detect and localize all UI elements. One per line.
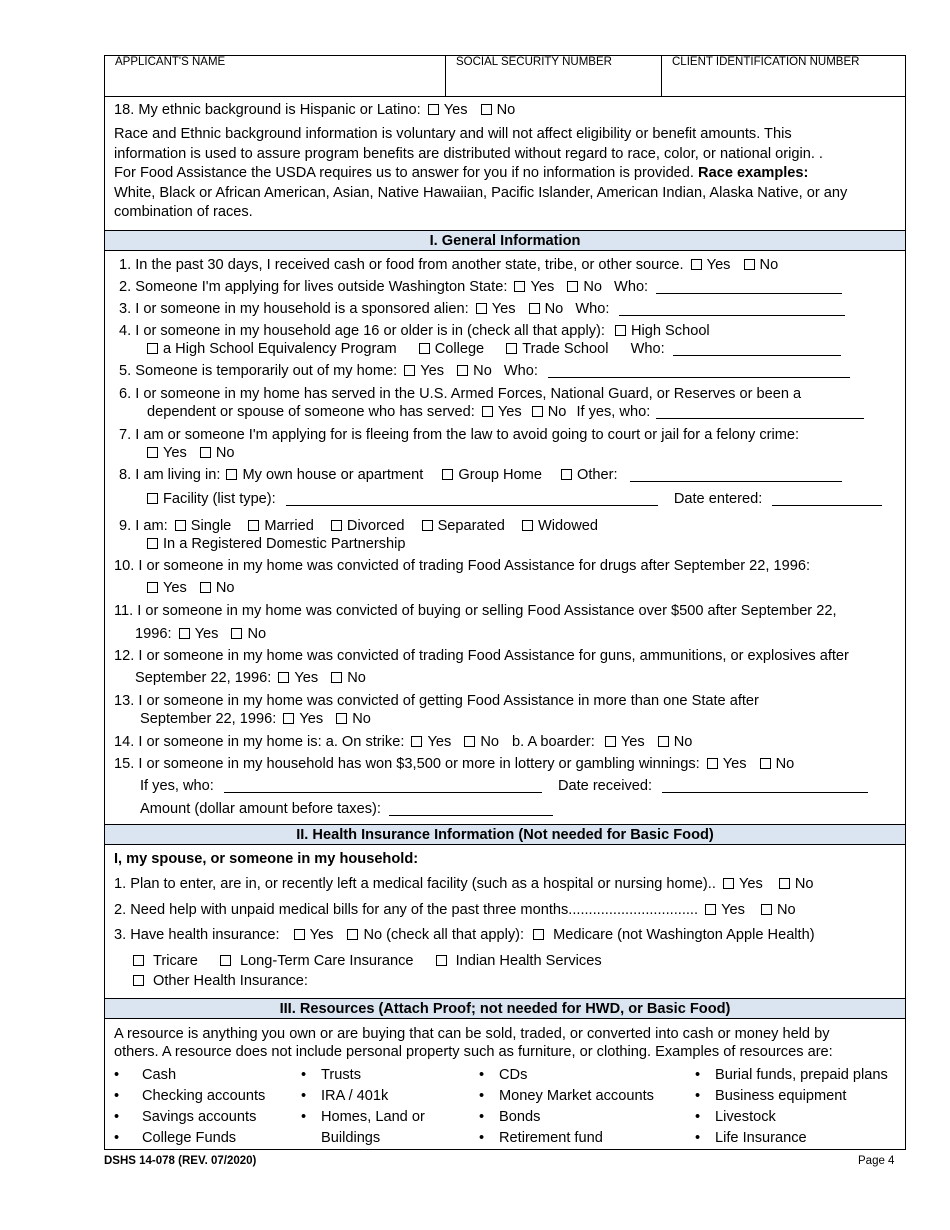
s1-q4-label: 4. I or someone in my household age 16 or older is in (check all that apply): xyxy=(119,323,605,339)
resource-item: Money Market accounts xyxy=(499,1088,654,1104)
section-1-title: I. General Information xyxy=(429,233,581,249)
s1-q14-boarder-no-checkbox[interactable] xyxy=(658,736,669,747)
s1-q6-yes-checkbox[interactable] xyxy=(482,406,493,417)
bullet-icon: • xyxy=(695,1088,701,1104)
s2-q3 xyxy=(114,926,815,944)
s2-q3-row2 xyxy=(133,952,602,970)
bullet-icon: • xyxy=(301,1088,307,1104)
s1-q8-other-checkbox[interactable] xyxy=(561,469,572,480)
s1-q12-no-checkbox[interactable] xyxy=(331,672,342,683)
s2-q3-ltc-checkbox[interactable] xyxy=(220,955,231,966)
tricare-label: Tricare xyxy=(153,953,198,969)
s1-q9-married-checkbox[interactable] xyxy=(248,520,259,531)
s1-q7-label: 7. I am or someone I'm applying for is fleeing from the law to avoid going to court or jail for a felony crime: xyxy=(119,427,800,443)
no-check-all-label: No (check all that apply): xyxy=(363,927,525,943)
yes-label: Yes xyxy=(491,301,516,317)
s1-q10 xyxy=(114,557,810,575)
section-3-header xyxy=(105,998,905,1019)
s1-q6-who-field[interactable] xyxy=(656,404,864,419)
race-info-paragraph xyxy=(114,125,899,223)
client-id-field[interactable] xyxy=(662,56,905,96)
list-item xyxy=(114,1065,265,1086)
s1-q8-label: 8. I am living in: xyxy=(119,467,221,483)
list-item xyxy=(114,1128,265,1149)
list-item xyxy=(301,1086,425,1107)
yes-label: Yes xyxy=(420,363,445,379)
bullet-icon: • xyxy=(695,1067,701,1083)
resources-line-2: others. A resource does not include personal property such as furniture, or clothing. Examples of resources are: xyxy=(114,1044,833,1060)
s1-q6-row2 xyxy=(147,403,864,421)
who-label: Who: xyxy=(503,363,538,379)
s1-q3-who-field[interactable] xyxy=(619,301,845,316)
s2-q3-medicare-checkbox[interactable] xyxy=(533,929,544,940)
s1-q7 xyxy=(119,426,799,444)
s2-q1-yes-checkbox[interactable] xyxy=(723,878,734,889)
ssn-label: SOCIAL SECURITY NUMBER xyxy=(456,56,612,68)
s1-q15-no-checkbox[interactable] xyxy=(760,758,771,769)
s1-q4-hse-checkbox[interactable] xyxy=(147,343,158,354)
applicant-name-field[interactable] xyxy=(105,56,446,96)
race-line-4: White, Black or African American, Asian, Native Hawaiian, Pacific Islander, American Indian, Alaska Native, or any xyxy=(114,184,848,201)
list-item xyxy=(114,1086,265,1107)
college-label: College xyxy=(434,341,485,357)
s1-q13-label-2: September 22, 1996: xyxy=(140,711,277,727)
yes-label: Yes xyxy=(722,756,747,772)
s2-q2-label: 2. Need help with unpaid medical bills for any of the past three months................................ xyxy=(114,902,699,918)
s1-q12-yes-checkbox[interactable] xyxy=(278,672,289,683)
s1-q15-yes-checkbox[interactable] xyxy=(707,758,718,769)
resource-item: Livestock xyxy=(715,1109,776,1125)
s1-q5-yes-checkbox[interactable] xyxy=(404,365,415,376)
s1-q11-row2 xyxy=(135,625,266,643)
list-item xyxy=(479,1065,654,1086)
s1-q10-row2 xyxy=(147,579,235,597)
resource-item: Bonds xyxy=(499,1109,541,1125)
q18-yes-checkbox[interactable] xyxy=(428,104,439,115)
s2-q1-no-checkbox[interactable] xyxy=(779,878,790,889)
no-label: No xyxy=(583,279,602,295)
list-item xyxy=(695,1128,888,1149)
s1-q11-label: 11. I or someone in my home was convicted of buying or selling Food Assistance over $500 after September 22, xyxy=(114,603,837,619)
s1-q8-row2 xyxy=(147,490,882,508)
s1-q6 xyxy=(119,385,801,403)
list-item xyxy=(479,1107,654,1128)
yes-label: Yes xyxy=(299,711,324,727)
other-health-label: Other Health Insurance: xyxy=(153,973,308,989)
s1-q8-own-checkbox[interactable] xyxy=(226,469,237,480)
resource-item: Buildings xyxy=(321,1130,381,1146)
amount-label: Amount (dollar amount before taxes): xyxy=(140,801,381,817)
s1-q3-label: 3. I or someone in my household is a sponsored alien: xyxy=(119,301,469,317)
s1-q6-no-checkbox[interactable] xyxy=(532,406,543,417)
rdp-label: In a Registered Domestic Partnership xyxy=(163,536,406,552)
no-label: No xyxy=(215,445,235,461)
yes-label: Yes xyxy=(620,734,645,750)
facility-label: Facility (list type): xyxy=(163,491,276,507)
s1-q2 xyxy=(119,278,842,296)
s1-q4-college-checkbox[interactable] xyxy=(419,343,430,354)
form-id: DSHS 14-078 (REV. 07/2020) xyxy=(104,1155,257,1167)
bullet-icon: • xyxy=(479,1088,485,1104)
section-3-title: III. Resources (Attach Proof; not needed for HWD, or Basic Food) xyxy=(279,1001,731,1017)
resource-item: College Funds xyxy=(142,1130,237,1146)
separated-label: Separated xyxy=(437,518,505,534)
no-label: No xyxy=(547,404,567,420)
s1-q15 xyxy=(114,755,794,773)
no-label: No xyxy=(759,257,779,273)
list-item xyxy=(479,1086,654,1107)
list-item xyxy=(301,1107,425,1128)
s1-q9-rdp-checkbox[interactable] xyxy=(147,538,158,549)
resource-item: Homes, Land or xyxy=(321,1109,425,1125)
s1-q9-row2 xyxy=(147,535,406,553)
group-home-label: Group Home xyxy=(458,467,542,483)
s1-q12 xyxy=(114,647,849,665)
s1-q15-date-field[interactable] xyxy=(662,778,868,793)
s1-q14-strike-no-checkbox[interactable] xyxy=(464,736,475,747)
s1-q9-divorced-checkbox[interactable] xyxy=(331,520,342,531)
q18-no-checkbox[interactable] xyxy=(481,104,492,115)
bullet-icon: • xyxy=(695,1109,701,1125)
s1-q8-group-checkbox[interactable] xyxy=(442,469,453,480)
resource-item: Burial funds, prepaid plans xyxy=(715,1067,888,1083)
s1-q13-yes-checkbox[interactable] xyxy=(283,713,294,724)
q18-no-label: No xyxy=(496,102,516,118)
page-number: Page 4 xyxy=(858,1155,895,1167)
boarder-label: b. A boarder: xyxy=(512,734,595,750)
resource-column-2 xyxy=(301,1065,425,1149)
yes-label: Yes xyxy=(163,445,187,461)
s1-q1-yes-checkbox[interactable] xyxy=(691,259,702,270)
ssn-field[interactable] xyxy=(446,56,662,96)
resources-line-1: A resource is anything you own or are buying that can be sold, traded, or converted into cash or money held by xyxy=(114,1026,830,1042)
list-item xyxy=(695,1065,888,1086)
s1-q5-label: 5. Someone is temporarily out of my home: xyxy=(119,363,398,379)
s1-q3-no-checkbox[interactable] xyxy=(529,303,540,314)
yes-label: Yes xyxy=(294,670,319,686)
no-label: No xyxy=(544,301,564,317)
bullet-icon: • xyxy=(114,1067,120,1083)
form-page xyxy=(104,55,906,1150)
married-label: Married xyxy=(264,518,314,534)
s1-q7-yes-checkbox[interactable] xyxy=(147,447,158,458)
yes-label: Yes xyxy=(497,404,522,420)
s2-q2-no-checkbox[interactable] xyxy=(761,904,772,915)
s2-q1-label: 1. Plan to enter, are in, or recently left a medical facility (such as a hospital or nursing home).. xyxy=(114,876,716,892)
s1-q10-yes-checkbox[interactable] xyxy=(147,582,158,593)
s1-q13-no-checkbox[interactable] xyxy=(336,713,347,724)
high-school-label: High School xyxy=(630,323,710,339)
ltc-label: Long-Term Care Insurance xyxy=(239,953,414,969)
header-row xyxy=(105,56,905,97)
no-label: No xyxy=(352,711,371,727)
s1-q11-yes-checkbox[interactable] xyxy=(179,628,190,639)
q18-label: 18. My ethnic background is Hispanic or Latino: xyxy=(114,102,421,118)
s2-q2-yes-checkbox[interactable] xyxy=(705,904,716,915)
s1-q4-row2 xyxy=(147,340,841,358)
s1-q8-date-field[interactable] xyxy=(772,491,882,506)
s1-q15-label: 15. I or someone in my household has won $3,500 or more in lottery or gambling winnings: xyxy=(114,756,700,772)
date-received-label: Date received: xyxy=(557,778,653,794)
no-label: No xyxy=(480,734,499,750)
s1-q12-row2 xyxy=(135,669,366,687)
s2-q1 xyxy=(114,875,813,893)
s1-q5-no-checkbox[interactable] xyxy=(457,365,468,376)
s1-q2-no-checkbox[interactable] xyxy=(567,281,578,292)
date-entered-label: Date entered: xyxy=(673,491,763,507)
s1-q3 xyxy=(119,300,845,318)
single-label: Single xyxy=(190,518,232,534)
s1-q4-trade-checkbox[interactable] xyxy=(506,343,517,354)
trade-school-label: Trade School xyxy=(522,341,609,357)
s2-q3-tricare-checkbox[interactable] xyxy=(133,955,144,966)
yes-label: Yes xyxy=(163,580,187,596)
s1-q12-label-2: September 22, 1996: xyxy=(135,670,272,686)
s1-q12-label: 12. I or someone in my home was convicted of trading Food Assistance for guns, ammunitions, or explosives after xyxy=(114,648,849,664)
resource-item: Trusts xyxy=(321,1067,361,1083)
resource-item: Cash xyxy=(142,1067,177,1083)
bullet-icon: • xyxy=(301,1109,307,1125)
other-label: Other: xyxy=(577,467,618,483)
race-line-5: combination of races. xyxy=(114,204,253,220)
applicant-name-label: APPLICANT'S NAME xyxy=(115,56,226,68)
no-label: No xyxy=(775,756,795,772)
s1-q8-facility-checkbox[interactable] xyxy=(147,493,158,504)
q18-yes-label: Yes xyxy=(443,102,468,118)
s1-q1-no-checkbox[interactable] xyxy=(744,259,755,270)
no-label: No xyxy=(794,876,814,892)
s1-q7-no-checkbox[interactable] xyxy=(200,447,211,458)
s1-q11 xyxy=(114,602,837,620)
bullet-icon: • xyxy=(479,1109,485,1125)
resource-item: Savings accounts xyxy=(142,1109,257,1125)
list-item xyxy=(301,1065,425,1086)
medicare-label: Medicare (not Washington Apple Health) xyxy=(553,927,815,943)
resource-item: Business equipment xyxy=(715,1088,847,1104)
list-item xyxy=(695,1107,888,1128)
s1-q9-separated-checkbox[interactable] xyxy=(422,520,433,531)
s1-q6-label-2: dependent or spouse of someone who has served: xyxy=(147,404,475,420)
bullet-icon: • xyxy=(114,1130,120,1146)
bullet-icon: • xyxy=(695,1130,701,1146)
s1-q13 xyxy=(114,692,759,710)
s1-q3-yes-checkbox[interactable] xyxy=(476,303,487,314)
s1-q7-row2 xyxy=(147,444,235,462)
s1-q1-label: 1. In the past 30 days, I received cash or food from another state, tribe, or other source. xyxy=(119,257,684,273)
s1-q4-who-field[interactable] xyxy=(673,341,841,356)
who-label: Who: xyxy=(614,279,649,295)
race-line-2: information is used to assure program benefits are distributed without regard to race, color, or national origin. . xyxy=(114,145,823,162)
race-line-1: Race and Ethnic background information is voluntary and will not affect eligibility or benefit amounts. This xyxy=(114,126,792,142)
resource-column-4 xyxy=(695,1065,888,1149)
resource-item: CDs xyxy=(499,1067,528,1083)
no-label: No xyxy=(215,580,235,596)
s1-q15-row3 xyxy=(140,800,553,818)
s1-q14 xyxy=(114,733,692,751)
s1-q15-row2 xyxy=(140,777,868,795)
s1-q9-label: 9. I am: xyxy=(119,518,168,534)
resource-item: Checking accounts xyxy=(142,1088,266,1104)
yes-label: Yes xyxy=(738,876,763,892)
resource-item: IRA / 401k xyxy=(321,1088,389,1104)
if-yes-who-label: If yes, who: xyxy=(576,404,651,420)
bullet-icon: • xyxy=(114,1088,120,1104)
s1-q9 xyxy=(119,517,598,535)
list-item xyxy=(695,1086,888,1107)
s1-q9-widowed-checkbox[interactable] xyxy=(522,520,533,531)
resources-paragraph xyxy=(114,1025,899,1061)
yes-label: Yes xyxy=(706,257,731,273)
s2-q3-other-checkbox[interactable] xyxy=(133,975,144,986)
s2-intro: I, my spouse, or someone in my household: xyxy=(114,851,419,867)
s2-q3-yes-checkbox[interactable] xyxy=(294,929,305,940)
s1-q15-amount-field[interactable] xyxy=(389,801,553,816)
who-label: Who: xyxy=(575,301,610,317)
no-label: No xyxy=(673,734,693,750)
s2-q2 xyxy=(114,901,796,919)
s1-q13-row2 xyxy=(140,710,371,728)
s1-q14-label: 14. I or someone in my home is: a. On strike: xyxy=(114,734,405,750)
list-item xyxy=(114,1107,265,1128)
race-line-3: For Food Assistance the USDA requires us to answer for you if no information is provided. xyxy=(114,165,694,181)
yes-label: Yes xyxy=(309,927,334,943)
if-yes-who-label: If yes, who: xyxy=(140,778,214,794)
yes-label: Yes xyxy=(194,626,219,642)
yes-label: Yes xyxy=(427,734,452,750)
yes-label: Yes xyxy=(721,902,745,918)
s1-q2-who-field[interactable] xyxy=(656,279,842,294)
who-label: Who: xyxy=(630,341,665,357)
s1-q4-hs-checkbox[interactable] xyxy=(615,325,626,336)
bullet-icon: • xyxy=(479,1067,485,1083)
s1-q14-boarder-yes-checkbox[interactable] xyxy=(605,736,616,747)
s1-q9-single-checkbox[interactable] xyxy=(175,520,186,531)
s1-q2-yes-checkbox[interactable] xyxy=(514,281,525,292)
s1-q2-label: 2. Someone I'm applying for lives outside Washington State: xyxy=(119,279,508,295)
s1-q8-facility-field[interactable] xyxy=(286,491,658,506)
s1-q11-label-2: 1996: xyxy=(135,626,172,642)
s1-q5-who-field[interactable] xyxy=(548,363,850,378)
resource-item: Life Insurance xyxy=(715,1130,807,1146)
s2-q3-label: 3. Have health insurance: xyxy=(114,927,280,943)
no-label: No xyxy=(347,670,366,686)
s1-q15-who-field[interactable] xyxy=(224,778,542,793)
s1-q1 xyxy=(119,256,778,274)
bullet-icon: • xyxy=(301,1067,307,1083)
bullet-icon: • xyxy=(479,1130,485,1146)
race-examples-label: Race examples: xyxy=(698,165,809,181)
section-2-title: II. Health Insurance Information (Not needed for Basic Food) xyxy=(296,827,714,843)
s2-q3-ihs-checkbox[interactable] xyxy=(436,955,447,966)
own-house-label: My own house or apartment xyxy=(242,467,424,483)
s1-q13-label: 13. I or someone in my home was convicted of getting Food Assistance in more than one State after xyxy=(114,693,759,709)
client-id-label: CLIENT IDENTIFICATION NUMBER xyxy=(672,56,860,68)
s1-q8 xyxy=(119,466,842,484)
s1-q14-strike-yes-checkbox[interactable] xyxy=(411,736,422,747)
s1-q5 xyxy=(119,362,850,380)
q18-row xyxy=(114,101,515,119)
no-label: No xyxy=(776,902,796,918)
hse-label: a High School Equivalency Program xyxy=(163,341,397,357)
s1-q10-label: 10. I or someone in my home was convicted of trading Food Assistance for drugs after September 22, 1996: xyxy=(114,558,811,574)
s1-q6-label: 6. I or someone in my home has served in the U.S. Armed Forces, National Guard, or Reserves or been a xyxy=(119,386,802,402)
resource-column-3 xyxy=(479,1065,654,1149)
no-label: No xyxy=(473,363,492,379)
widowed-label: Widowed xyxy=(537,518,599,534)
bullet-icon: • xyxy=(114,1109,120,1125)
yes-label: Yes xyxy=(530,279,555,295)
ihs-label: Indian Health Services xyxy=(455,953,602,969)
s2-q3-row3 xyxy=(133,972,308,990)
s1-q4 xyxy=(119,322,710,340)
list-item xyxy=(479,1128,654,1149)
no-label: No xyxy=(247,626,267,642)
s2-q3-no-checkbox[interactable] xyxy=(347,929,358,940)
s1-q11-no-checkbox[interactable] xyxy=(231,628,242,639)
divorced-label: Divorced xyxy=(346,518,405,534)
list-item-continued xyxy=(301,1128,425,1149)
resource-item: Retirement fund xyxy=(499,1130,603,1146)
section-2-header xyxy=(105,824,905,845)
s1-q8-other-field[interactable] xyxy=(630,467,842,482)
s1-q10-no-checkbox[interactable] xyxy=(200,582,211,593)
section-1-header xyxy=(105,230,905,251)
resource-column-1 xyxy=(114,1065,265,1149)
